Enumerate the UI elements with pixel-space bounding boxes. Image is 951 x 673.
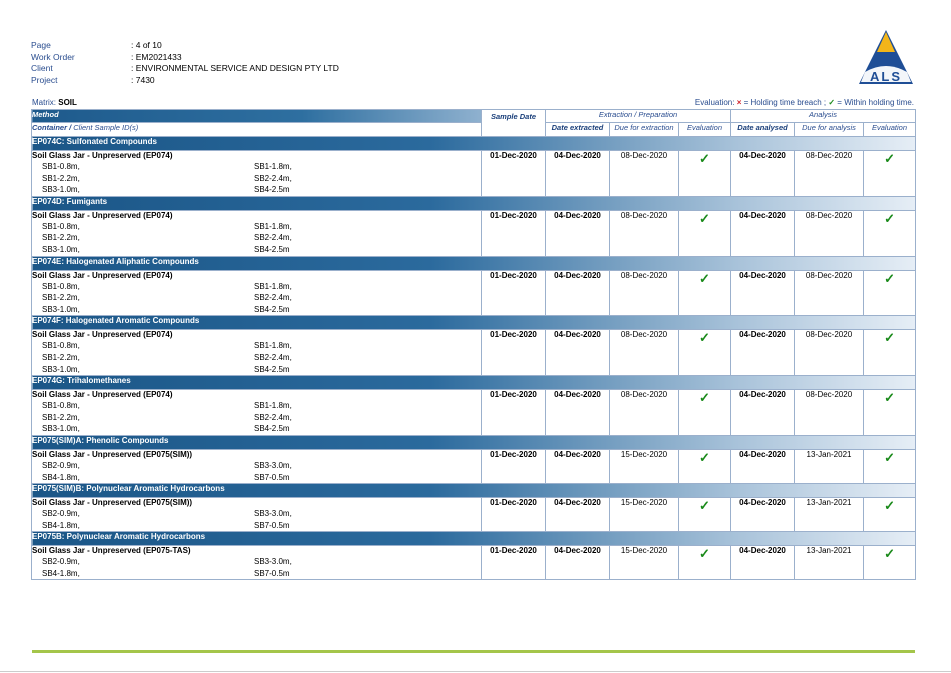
- sample-date: 01-Dec-2020: [482, 498, 546, 532]
- due-for-analysis: 13-Jan-2021: [795, 498, 864, 532]
- check-icon: ✓: [679, 449, 731, 483]
- matrix-value: SOIL: [58, 98, 77, 107]
- sample-id: SB7-0.5m: [254, 472, 290, 482]
- due-for-extraction: 08-Dec-2020: [610, 151, 679, 197]
- date-analysed: 04-Dec-2020: [731, 390, 795, 436]
- method-group-title: EP074F: Halogenated Aromatic Compounds: [32, 316, 916, 330]
- container-name: Soil Glass Jar - Unpreserved (EP074): [32, 210, 173, 220]
- sample-id: SB4-1.8m,: [42, 520, 80, 530]
- check-icon: ✓: [864, 330, 916, 376]
- samples-cell: [32, 210, 482, 256]
- sample-id: SB1-0.8m,: [42, 341, 80, 351]
- sample-date-header: Sample Date: [482, 110, 546, 137]
- date-extracted: 04-Dec-2020: [546, 390, 610, 436]
- date-analysed: 04-Dec-2020: [731, 498, 795, 532]
- method-group-row: [32, 256, 916, 270]
- sample-id: SB3-1.0m,: [42, 304, 80, 314]
- date-analysed: 04-Dec-2020: [731, 270, 795, 316]
- evaluation-header: Evaluation: [864, 123, 916, 137]
- sample-id: SB4-2.5m: [254, 244, 290, 254]
- header-row-project: [31, 75, 339, 87]
- date-extracted: 04-Dec-2020: [546, 270, 610, 316]
- sample-id: SB1-1.8m,: [254, 162, 292, 171]
- check-icon: ✓: [864, 498, 916, 532]
- samples-cell: [32, 390, 482, 436]
- header-row-page: [31, 40, 339, 52]
- sample-id: SB1-2.2m,: [42, 412, 80, 422]
- check-icon: ✓: [679, 390, 731, 436]
- matrix-label: Matrix: SOIL: [32, 98, 77, 107]
- header-value: : 7430: [131, 74, 155, 85]
- sample-id: SB3-3.0m,: [254, 557, 292, 567]
- due-for-extraction: 08-Dec-2020: [610, 270, 679, 316]
- samples-cell: [32, 546, 482, 580]
- table-row: [32, 151, 916, 197]
- sample-id: SB2-0.9m,: [42, 557, 80, 567]
- sample-id: SB4-2.5m: [254, 424, 290, 434]
- due-for-extraction: 15-Dec-2020: [610, 449, 679, 483]
- evaluation-header: Evaluation: [679, 123, 731, 137]
- sample-id: SB3-3.0m,: [254, 460, 292, 470]
- sample-id: SB1-1.8m,: [254, 281, 292, 291]
- method-group-row: [32, 532, 916, 546]
- header-value: : EM2021433: [131, 51, 182, 62]
- sample-id: SB4-1.8m,: [42, 472, 80, 482]
- table-row: [32, 210, 916, 256]
- sample-id: SB7-0.5m: [254, 568, 290, 578]
- sample-id: SB3-1.0m,: [42, 185, 80, 195]
- sample-id: SB2-0.9m,: [42, 460, 80, 470]
- method-group-title: EP074D: Fumigants: [32, 196, 916, 210]
- sample-id: SB2-2.4m,: [254, 173, 292, 183]
- date-analysed: 04-Dec-2020: [731, 210, 795, 256]
- check-icon: ✓: [679, 270, 731, 316]
- method-group-row: [32, 484, 916, 498]
- date-extracted-header: Date extracted: [546, 123, 610, 137]
- check-icon: ✓: [864, 390, 916, 436]
- due-for-extraction: 15-Dec-2020: [610, 546, 679, 580]
- table-row: [32, 498, 916, 532]
- sample-id: SB1-0.8m,: [42, 162, 80, 171]
- due-for-extraction: 15-Dec-2020: [610, 498, 679, 532]
- samples-cell: [32, 498, 482, 532]
- check-icon: ✓: [864, 546, 916, 580]
- method-group-title: EP075B: Polynuclear Aromatic Hydrocarbons: [32, 532, 916, 546]
- date-analysed: 04-Dec-2020: [731, 546, 795, 580]
- date-extracted: 04-Dec-2020: [546, 210, 610, 256]
- sample-id: SB7-0.5m: [254, 520, 290, 530]
- sample-id-list: [32, 340, 481, 375]
- container-name: Soil Glass Jar - Unpreserved (EP075(SIM)): [32, 498, 193, 508]
- evaluation-legend: Evaluation: × = Holding time breach ; ✓ = Within holding time.: [694, 98, 914, 107]
- date-extracted: 04-Dec-2020: [546, 151, 610, 197]
- method-group-title: EP074C: Sulfonated Compounds: [32, 137, 916, 151]
- sample-id: SB4-1.8m,: [42, 568, 80, 578]
- method-group-row: [32, 376, 916, 390]
- header-value: : 4 of 10: [131, 40, 162, 50]
- method-group-row: [32, 435, 916, 449]
- als-logo: [855, 28, 917, 88]
- method-group-title: EP075(SIM)B: Polynuclear Aromatic Hydrocarbons: [32, 484, 916, 498]
- due-extraction-header: Due for extraction: [610, 123, 679, 137]
- header-value: : ENVIRONMENTAL SERVICE AND DESIGN PTY LTD: [131, 63, 339, 74]
- header-row-client: [31, 63, 339, 75]
- sample-id: SB4-2.5m: [254, 364, 290, 374]
- svg-text:ALS: ALS: [870, 69, 902, 84]
- check-icon: ✓: [864, 151, 916, 197]
- breach-icon: ×: [736, 98, 742, 107]
- check-icon: ✓: [679, 498, 731, 532]
- container-name: Soil Glass Jar - Unpreserved (EP074): [32, 330, 173, 340]
- check-icon: ✓: [828, 98, 836, 107]
- date-extracted: 04-Dec-2020: [546, 449, 610, 483]
- date-analysed-header: Date analysed: [731, 123, 795, 137]
- sample-id: SB3-1.0m,: [42, 244, 80, 254]
- due-for-analysis: 13-Jan-2021: [795, 449, 864, 483]
- method-group-row: [32, 137, 916, 151]
- footer-rule: [32, 650, 915, 653]
- header-row-2: [32, 123, 916, 137]
- holding-time-table: [31, 109, 916, 580]
- table-row: [32, 449, 916, 483]
- method-group-title: EP075(SIM)A: Phenolic Compounds: [32, 435, 916, 449]
- check-icon: ✓: [679, 151, 731, 197]
- sample-id: SB1-1.8m,: [254, 341, 292, 351]
- sample-date: 01-Dec-2020: [482, 546, 546, 580]
- samples-cell: [32, 449, 482, 483]
- sample-id-list: [32, 221, 481, 256]
- due-for-analysis: 08-Dec-2020: [795, 390, 864, 436]
- analysis-header: Analysis: [731, 110, 916, 123]
- check-icon: ✓: [679, 546, 731, 580]
- sample-id: SB1-2.2m,: [42, 233, 80, 243]
- header-label: Client: [31, 63, 53, 74]
- samples-cell: [32, 270, 482, 316]
- sample-id: SB2-0.9m,: [42, 509, 80, 519]
- sample-date: 01-Dec-2020: [482, 270, 546, 316]
- date-extracted: 04-Dec-2020: [546, 330, 610, 376]
- container-name: Soil Glass Jar - Unpreserved (EP074): [32, 270, 173, 280]
- page-bottom-rule: [0, 671, 951, 672]
- sample-id: SB1-2.2m,: [42, 293, 80, 303]
- check-icon: ✓: [864, 210, 916, 256]
- due-for-analysis: 08-Dec-2020: [795, 270, 864, 316]
- method-group-row: [32, 196, 916, 210]
- extraction-header: Extraction / Preparation: [546, 110, 731, 123]
- due-for-extraction: 08-Dec-2020: [610, 330, 679, 376]
- sample-id-list: [32, 556, 481, 579]
- sample-id: SB1-0.8m,: [42, 281, 80, 291]
- sample-id: SB2-2.4m,: [254, 233, 292, 243]
- sample-id-list: [32, 508, 481, 531]
- header-label: Page: [31, 40, 51, 50]
- table-row: [32, 330, 916, 376]
- method-group-title: EP074E: Halogenated Aliphatic Compounds: [32, 256, 916, 270]
- samples-cell: [32, 330, 482, 376]
- due-for-analysis: 08-Dec-2020: [795, 330, 864, 376]
- sample-id: SB1-2.2m,: [42, 352, 80, 362]
- check-icon: ✓: [864, 270, 916, 316]
- container-name: Soil Glass Jar - Unpreserved (EP074): [32, 151, 173, 160]
- method-header: Method: [32, 110, 482, 123]
- table-row: [32, 546, 916, 580]
- sample-id: SB4-2.5m: [254, 304, 290, 314]
- sample-id-list: [32, 161, 481, 196]
- report-header: [31, 40, 339, 86]
- check-icon: ✓: [679, 210, 731, 256]
- due-analysis-header: Due for analysis: [795, 123, 864, 137]
- table-row: [32, 390, 916, 436]
- container-name: Soil Glass Jar - Unpreserved (EP075-TAS): [32, 546, 191, 556]
- sample-id: SB1-1.8m,: [254, 401, 292, 411]
- container-name: Soil Glass Jar - Unpreserved (EP074): [32, 390, 173, 400]
- sample-date: 01-Dec-2020: [482, 151, 546, 197]
- sample-id: SB3-1.0m,: [42, 364, 80, 374]
- header-row-work-order: [31, 52, 339, 64]
- date-analysed: 04-Dec-2020: [731, 151, 795, 197]
- due-for-analysis: 08-Dec-2020: [795, 210, 864, 256]
- sample-id: SB2-2.4m,: [254, 293, 292, 303]
- date-extracted: 04-Dec-2020: [546, 546, 610, 580]
- date-analysed: 04-Dec-2020: [731, 449, 795, 483]
- sample-date: 01-Dec-2020: [482, 449, 546, 483]
- sample-id: SB2-2.4m,: [254, 412, 292, 422]
- check-icon: ✓: [864, 449, 916, 483]
- date-extracted: 04-Dec-2020: [546, 498, 610, 532]
- header-label: Work Order: [31, 51, 75, 62]
- due-for-extraction: 08-Dec-2020: [610, 210, 679, 256]
- method-group-title: EP074G: Trihalomethanes: [32, 376, 916, 390]
- due-for-analysis: 13-Jan-2021: [795, 546, 864, 580]
- sample-date: 01-Dec-2020: [482, 390, 546, 436]
- header-row-1: [32, 110, 916, 123]
- date-analysed: 04-Dec-2020: [731, 330, 795, 376]
- sample-id: SB3-3.0m,: [254, 509, 292, 519]
- check-icon: ✓: [679, 330, 731, 376]
- samples-cell: [32, 151, 482, 197]
- sample-id: SB1-1.8m,: [254, 221, 292, 231]
- sample-id: SB1-0.8m,: [42, 401, 80, 411]
- sample-date: 01-Dec-2020: [482, 330, 546, 376]
- sample-id: SB1-2.2m,: [42, 173, 80, 183]
- due-for-analysis: 08-Dec-2020: [795, 151, 864, 197]
- sample-id: SB2-2.4m,: [254, 352, 292, 362]
- method-group-row: [32, 316, 916, 330]
- container-name: Soil Glass Jar - Unpreserved (EP075(SIM)): [32, 449, 193, 459]
- sample-id: SB3-1.0m,: [42, 424, 80, 434]
- table-row: [32, 270, 916, 316]
- due-for-extraction: 08-Dec-2020: [610, 390, 679, 436]
- sample-id: SB4-2.5m: [254, 185, 290, 195]
- sample-id-list: [32, 281, 481, 316]
- sample-date: 01-Dec-2020: [482, 210, 546, 256]
- sample-id-list: [32, 400, 481, 435]
- header-label: Project: [31, 74, 58, 85]
- sample-id-list: [32, 460, 481, 483]
- sample-id: SB1-0.8m,: [42, 221, 80, 231]
- container-header: Container / Client Sample ID(s): [32, 123, 482, 137]
